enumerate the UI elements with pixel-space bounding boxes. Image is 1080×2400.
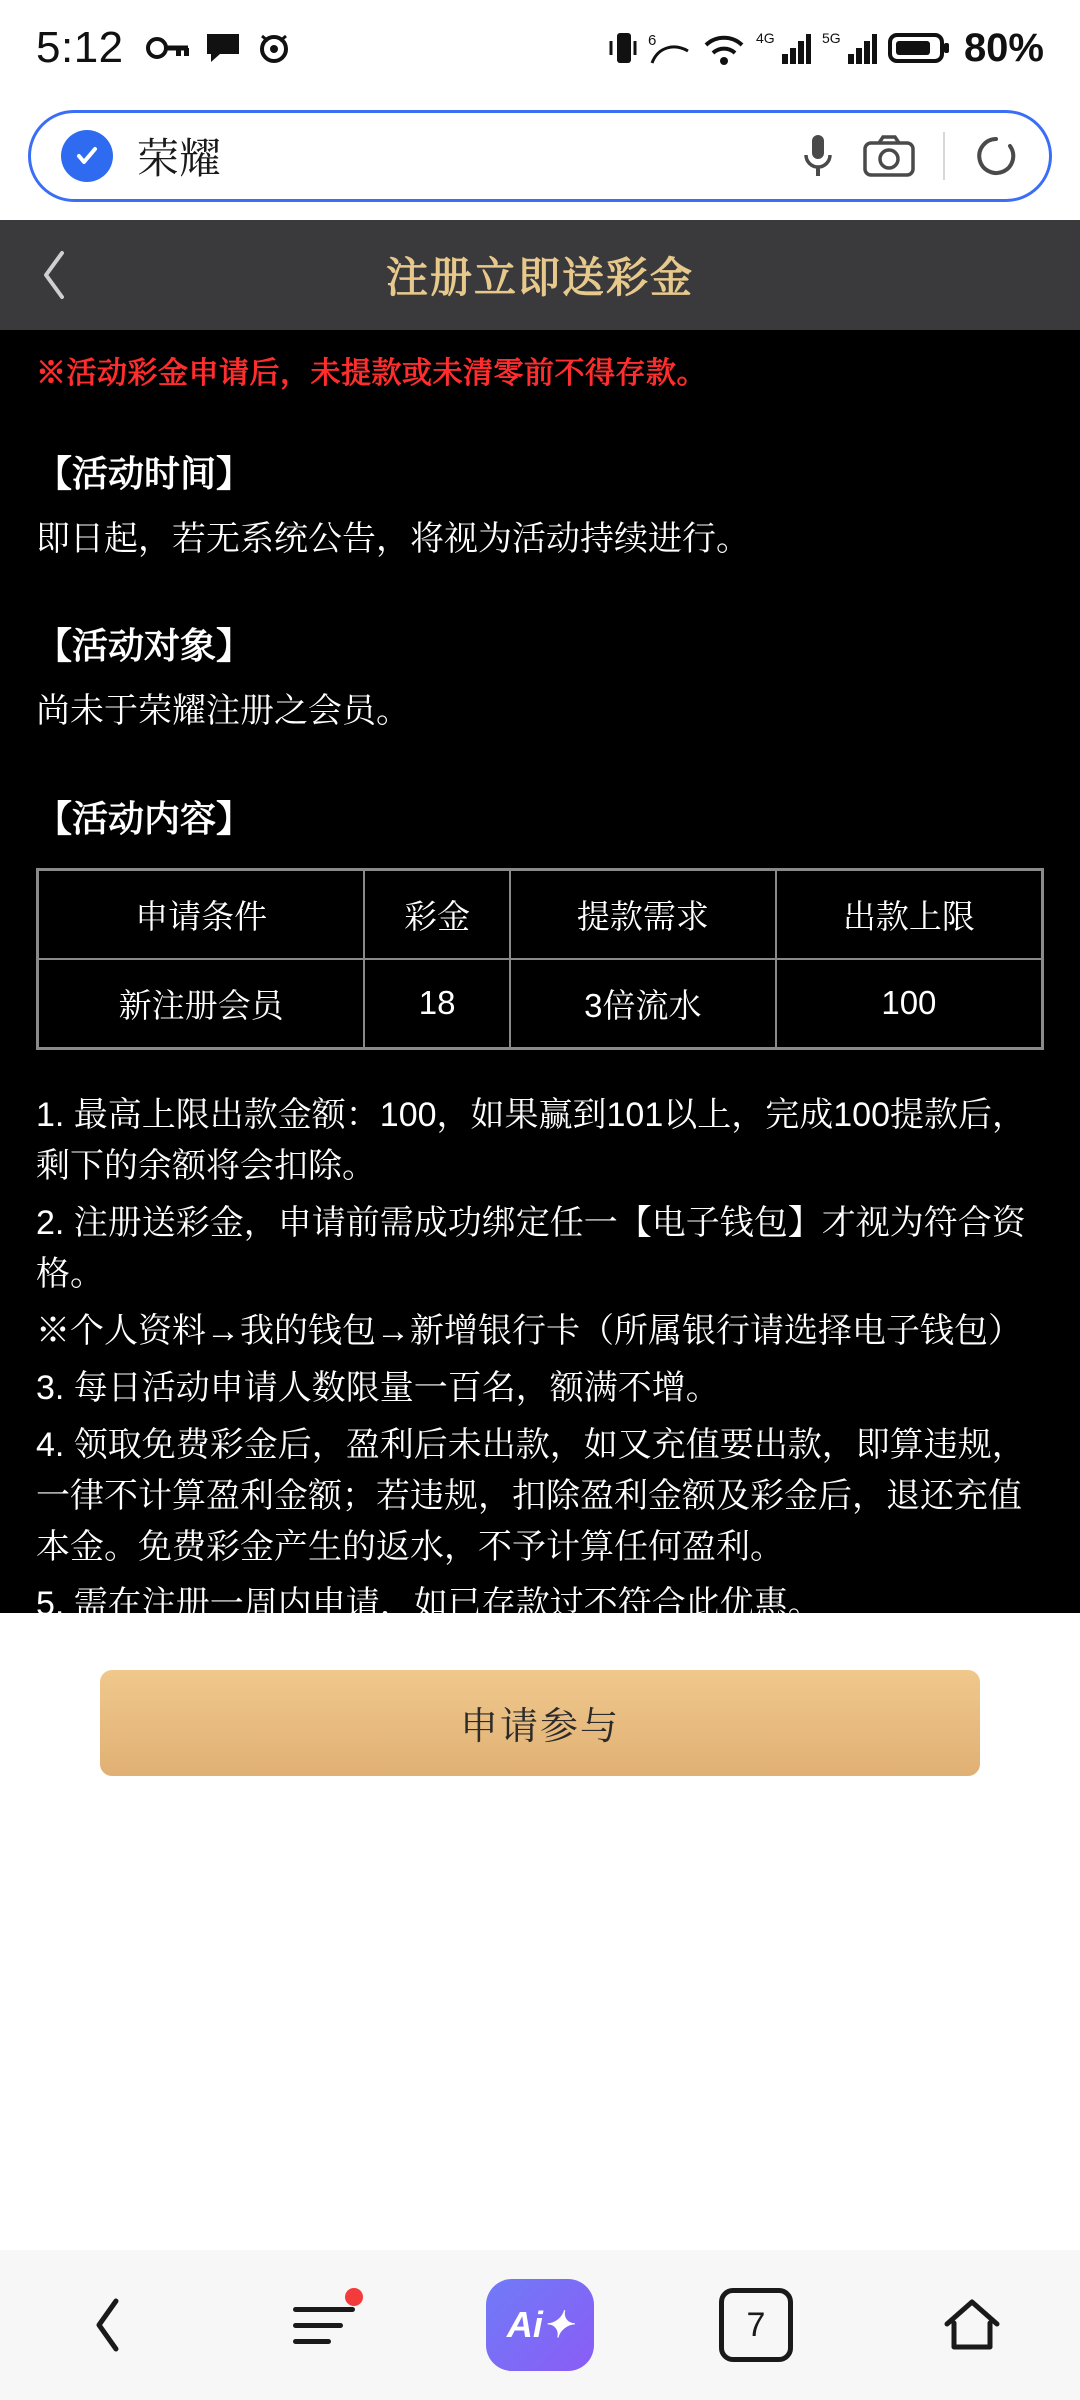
- term-item: 2. 注册送彩金，申请前需成功绑定任一【电子钱包】才视为符合资格。: [36, 1203, 1026, 1293]
- table-cell: 新注册会员: [38, 959, 365, 1049]
- nav-back-button[interactable]: [33, 2250, 183, 2400]
- section-body-time: 即日起，若无系统公告，将视为活动持续进行。: [36, 520, 750, 558]
- term-item: 1. 最高上限出款金额：100，如果赢到101以上，完成100提款后，剩下的余额将会扣除。: [36, 1095, 1026, 1185]
- nav-home-button[interactable]: [897, 2250, 1047, 2400]
- vibrate-icon: [608, 29, 638, 67]
- notification-dot: [345, 2288, 363, 2306]
- browser-bottom-nav: [0, 2250, 1080, 2400]
- refresh-icon[interactable]: [973, 133, 1019, 179]
- alarm-icon: [256, 30, 292, 66]
- microphone-icon[interactable]: [801, 131, 835, 181]
- term-item: 3. 每日活动申请人数限量一百名，额满不增。: [36, 1368, 720, 1407]
- svg-text:5G: 5G: [821, 30, 841, 46]
- status-bar-left: [36, 23, 292, 73]
- table-row: [38, 959, 1043, 1049]
- page-title: 注册立即送彩金: [385, 254, 694, 301]
- nav-menu-button[interactable]: [249, 2250, 399, 2400]
- table-header-cell: 出款上限: [776, 869, 1043, 959]
- 5g-signal-icon: [822, 28, 878, 68]
- svg-text:6: 6: [647, 32, 657, 49]
- table-header-row: [38, 869, 1043, 959]
- search-bar-container: [0, 96, 1080, 220]
- term-item: 5. 需在注册一周内申请，如已存款过不符合此优惠。: [36, 1584, 822, 1623]
- menu-icon: [293, 2307, 355, 2344]
- signal-6-icon: [648, 29, 692, 67]
- status-left-icons: [146, 30, 292, 66]
- chat-bubble-icon: [204, 31, 242, 65]
- page-header: [0, 220, 1080, 330]
- term-item: ※个人资料→我的钱包→新增银行卡（所属银行请选择电子钱包）: [36, 1311, 1022, 1350]
- warning-text: ※活动彩金申请后，未提款或未清零前不得存款。: [36, 357, 707, 390]
- wifi-icon: [702, 29, 746, 67]
- tabs-count-icon: 7: [719, 2288, 793, 2362]
- term-item: 4. 领取免费彩金后，盈利后未出款，如又充值要出款，即算违规，一律不计算盈利金额；若违规，扣除盈利金额及彩金后，退还充值本金。免费彩金产生的返水，不予计算任何盈利。: [36, 1425, 1026, 1566]
- terms-list: [0, 1090, 1080, 1630]
- search-actions: [801, 131, 1019, 181]
- nav-ai-button[interactable]: [465, 2250, 615, 2400]
- table-header-cell: 彩金: [364, 869, 510, 959]
- table-cell: 18: [364, 959, 510, 1049]
- search-input[interactable]: 荣耀: [137, 135, 222, 182]
- battery-icon: [888, 31, 950, 65]
- search-divider: [943, 132, 945, 180]
- section-title-target: 【活动对象】: [36, 625, 253, 667]
- ai-label: Ai: [506, 2304, 543, 2345]
- section-body-target: 尚未于荣耀注册之会员。: [36, 692, 410, 731]
- nav-tabs-button[interactable]: [681, 2250, 831, 2400]
- table-cell: 3倍流水: [510, 959, 776, 1049]
- table-header-cell: 申请条件: [38, 869, 365, 959]
- ai-assistant-icon: Ai ✦: [486, 2279, 594, 2371]
- key-icon: [146, 33, 190, 63]
- section-title-detail: 【活动内容】: [36, 797, 253, 839]
- apply-button[interactable]: 申请参与: [100, 1670, 980, 1776]
- battery-percent: 80%: [963, 25, 1044, 70]
- 4g-signal-icon: [756, 28, 812, 68]
- camera-icon[interactable]: [863, 135, 915, 177]
- table-cell: 100: [776, 959, 1043, 1049]
- search-bar[interactable]: [28, 110, 1052, 202]
- status-bar: [0, 0, 1080, 96]
- section-title-time: 【活动时间】: [36, 453, 253, 494]
- verified-check-icon: [61, 130, 113, 182]
- table-header-cell: 提款需求: [510, 869, 776, 959]
- apply-button-container: [0, 1636, 1080, 1776]
- promotion-table: [36, 868, 1044, 1050]
- svg-text:4G: 4G: [755, 30, 775, 46]
- home-icon: [941, 2296, 1003, 2354]
- status-time: 5:12: [36, 23, 124, 72]
- promotion-content: [0, 330, 1080, 1749]
- status-bar-right: [608, 26, 1044, 71]
- chevron-left-icon: [91, 2296, 125, 2354]
